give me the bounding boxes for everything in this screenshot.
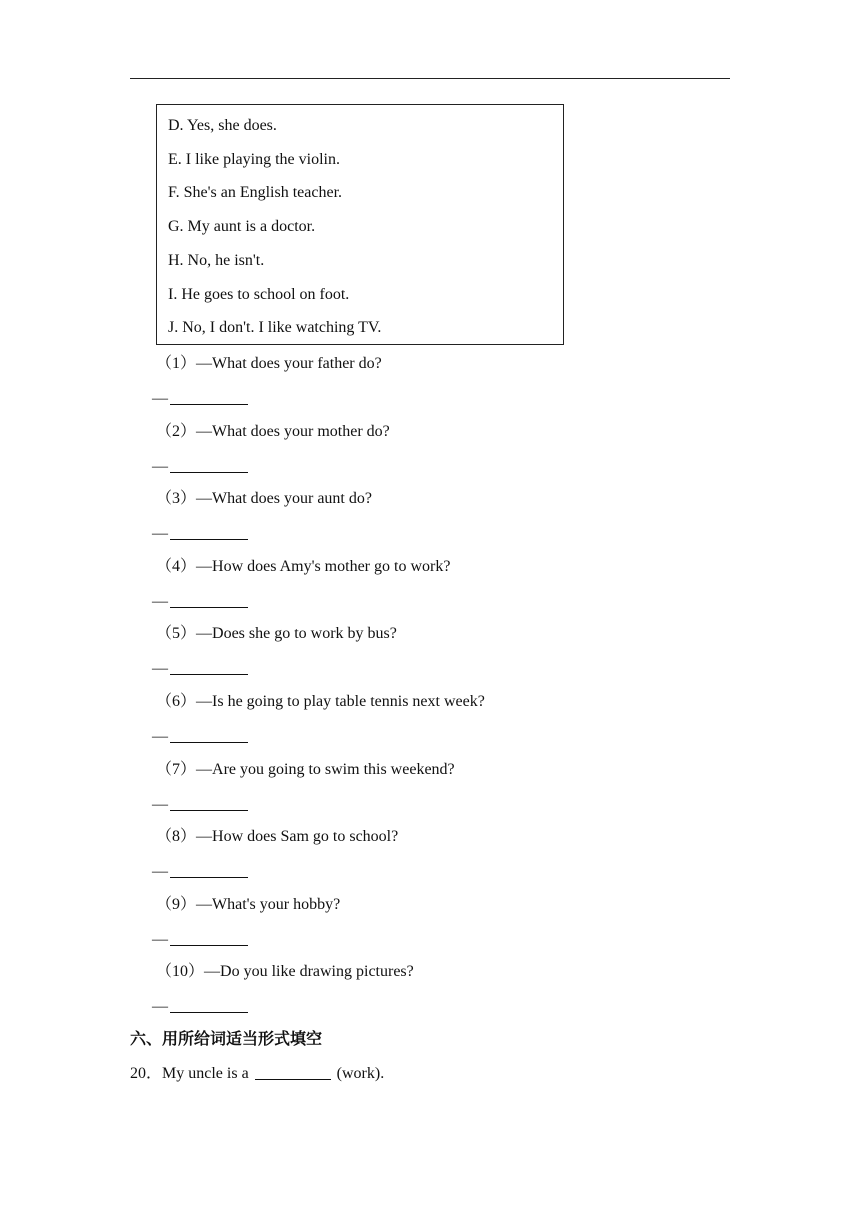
question-number: （6） — [156, 693, 197, 710]
blank-line — [170, 472, 248, 473]
answer-blank-9[interactable] — [152, 931, 252, 951]
question-10 — [156, 963, 414, 981]
question-20-text-before: My uncle is a — [162, 1065, 249, 1082]
answer-blank-3[interactable] — [152, 525, 252, 545]
answer-blank-10[interactable] — [152, 998, 252, 1018]
question-number: （7） — [156, 761, 197, 778]
question-text: —Is he going to play table tennis next week? — [196, 693, 485, 710]
answer-dash: — — [152, 458, 168, 475]
options-box — [156, 104, 564, 345]
question-text: —Does she go to work by bus? — [196, 625, 397, 642]
option-i: I. He goes to school on foot. — [168, 286, 350, 303]
blank-line — [170, 877, 248, 878]
question-2 — [156, 423, 390, 441]
question-text: —Do you like drawing pictures? — [204, 963, 414, 980]
answer-blank-4[interactable] — [152, 593, 252, 613]
question-8 — [156, 828, 398, 846]
answer-dash: — — [152, 728, 168, 745]
question-text: —What does your mother do? — [196, 423, 390, 440]
section-heading: 六、用所给词适当形式填空 — [130, 1029, 323, 1048]
answer-blank-7[interactable] — [152, 796, 252, 816]
question-number: （9） — [156, 896, 197, 913]
blank-line — [170, 1012, 248, 1013]
header-rule — [130, 78, 730, 79]
question-9 — [156, 896, 340, 914]
answer-dash: — — [152, 390, 168, 407]
blank-line — [170, 945, 248, 946]
question-number: （2） — [156, 423, 197, 440]
option-g: G. My aunt is a doctor. — [168, 218, 316, 235]
question-20-blank[interactable] — [255, 1079, 331, 1080]
answer-blank-5[interactable] — [152, 660, 252, 680]
blank-line — [170, 607, 248, 608]
option-j: J. No, I don't. I like watching TV. — [168, 319, 382, 336]
question-text: —What's your hobby? — [196, 896, 341, 913]
question-20-number: 20． — [130, 1065, 163, 1082]
answer-blank-1[interactable] — [152, 390, 252, 410]
answer-dash: — — [152, 998, 168, 1015]
question-20-text-after: (work). — [336, 1065, 385, 1082]
answer-blank-6[interactable] — [152, 728, 252, 748]
question-number: （1） — [156, 355, 197, 372]
option-f: F. She's an English teacher. — [168, 184, 343, 201]
question-text: —What does your father do? — [196, 355, 382, 372]
question-text: —What does your aunt do? — [196, 490, 372, 507]
question-number: （4） — [156, 558, 197, 575]
blank-line — [170, 742, 248, 743]
question-1 — [156, 355, 382, 373]
answer-dash: — — [152, 525, 168, 542]
question-number: （5） — [156, 625, 197, 642]
question-3 — [156, 490, 372, 508]
answer-dash: — — [152, 796, 168, 813]
blank-line — [170, 404, 248, 405]
question-number: （8） — [156, 828, 197, 845]
blank-line — [170, 539, 248, 540]
question-text: —Are you going to swim this weekend? — [196, 761, 455, 778]
answer-blank-2[interactable] — [152, 458, 252, 478]
option-d: D. Yes, she does. — [168, 117, 277, 134]
question-number: （10） — [156, 963, 205, 980]
question-6 — [156, 693, 485, 711]
question-7 — [156, 761, 455, 779]
answer-dash: — — [152, 931, 168, 948]
answer-dash: — — [152, 863, 168, 880]
answer-blank-8[interactable] — [152, 863, 252, 883]
question-4 — [156, 558, 450, 576]
question-20 — [130, 1065, 384, 1083]
question-5 — [156, 625, 397, 643]
option-e: E. I like playing the violin. — [168, 151, 340, 168]
answer-dash: — — [152, 660, 168, 677]
question-number: （3） — [156, 490, 197, 507]
question-text: —How does Amy's mother go to work? — [196, 558, 451, 575]
blank-line — [170, 674, 248, 675]
option-h: H. No, he isn't. — [168, 252, 265, 269]
blank-line — [170, 810, 248, 811]
answer-dash: — — [152, 593, 168, 610]
question-text: —How does Sam go to school? — [196, 828, 399, 845]
